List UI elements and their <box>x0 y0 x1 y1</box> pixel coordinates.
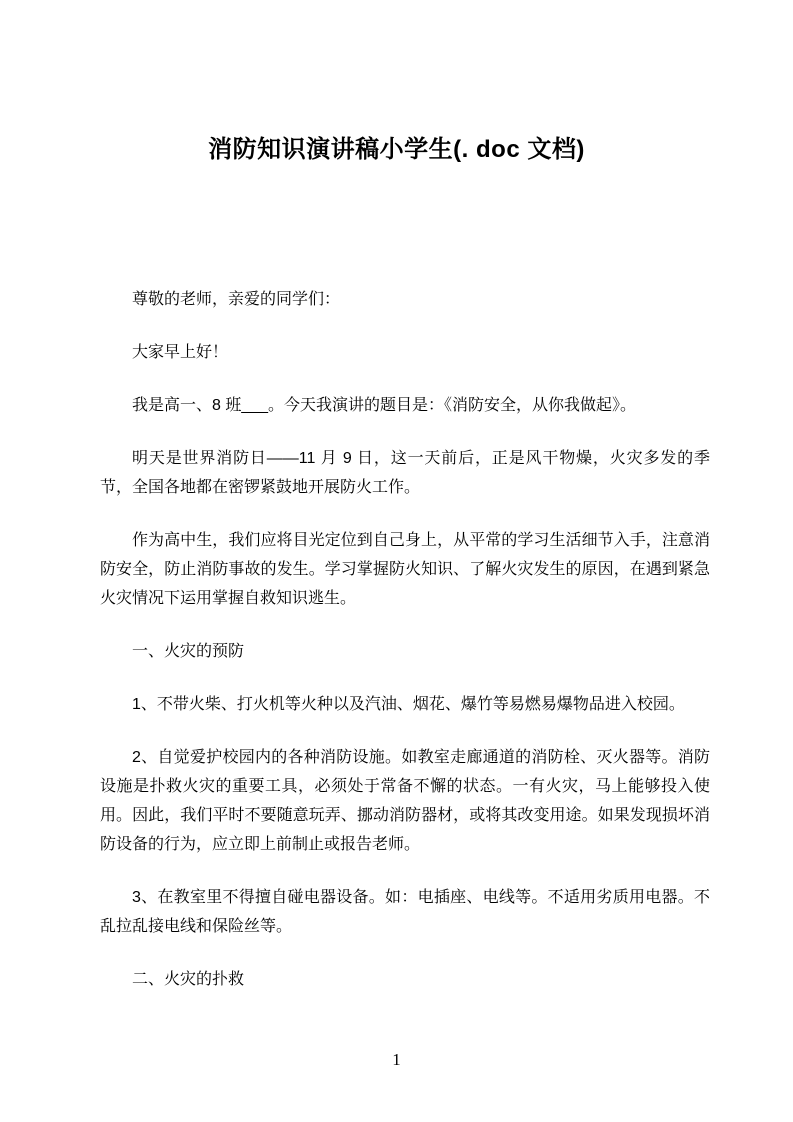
paragraph-rule-1: 1、不带火柴、打火机等火种以及汽油、烟花、爆竹等易燃易爆物品进入校园。 <box>132 696 685 713</box>
section-heading-extinguish: 二、火灾的扑救 <box>132 971 245 988</box>
paragraph-rule-2: 2、自觉爱护校园内的各种消防设施。如教室走廊通道的消防栓、灭火器等。消防设施是扑救火灾的重要工具，必须处于常备不懈的状态。一有火灾，马上能够投入使用。因此，我们平时不要随意玩弄、挪动消防器材，或将其改变用途。如果发现损坏消防设备的行为，应立即上前制止或报告老师。 <box>100 749 710 853</box>
paragraph-greeting: 大家早上好！ <box>132 344 229 361</box>
section-heading-prevention: 一、火灾的预防 <box>132 643 245 660</box>
document-title: 消防知识演讲稿小学生(. doc 文档) <box>208 136 585 163</box>
paragraph-fire-day: 明天是世界消防日——11 月 9 日，这一天前后，正是风干物燥，火灾多发的季节，全国各地都在密锣紧鼓地开展防火工作。 <box>100 450 710 496</box>
paragraph-salutation: 尊敬的老师，亲爱的同学们： <box>132 291 341 308</box>
paragraph-intro: 我是高一、8 班___。今天我演讲的题目是：《消防安全，从你我做起》。 <box>132 397 637 414</box>
paragraph-rule-3: 3、在教室里不得擅自碰电器设备。如：电插座、电线等。不适用劣质用电器。不乱拉乱接电线和保险丝等。 <box>100 889 710 935</box>
paragraph-as-student: 作为高中生，我们应将目光定位到自己身上，从平常的学习生活细节入手，注意消防安全，防止消防事故的发生。学习掌握防火知识、了解火灾发生的原因，在遇到紧急火灾情况下运用掌握自救知识逃生。 <box>100 532 710 607</box>
document-body <box>100 285 710 994</box>
page-number: 1 <box>392 1050 401 1069</box>
